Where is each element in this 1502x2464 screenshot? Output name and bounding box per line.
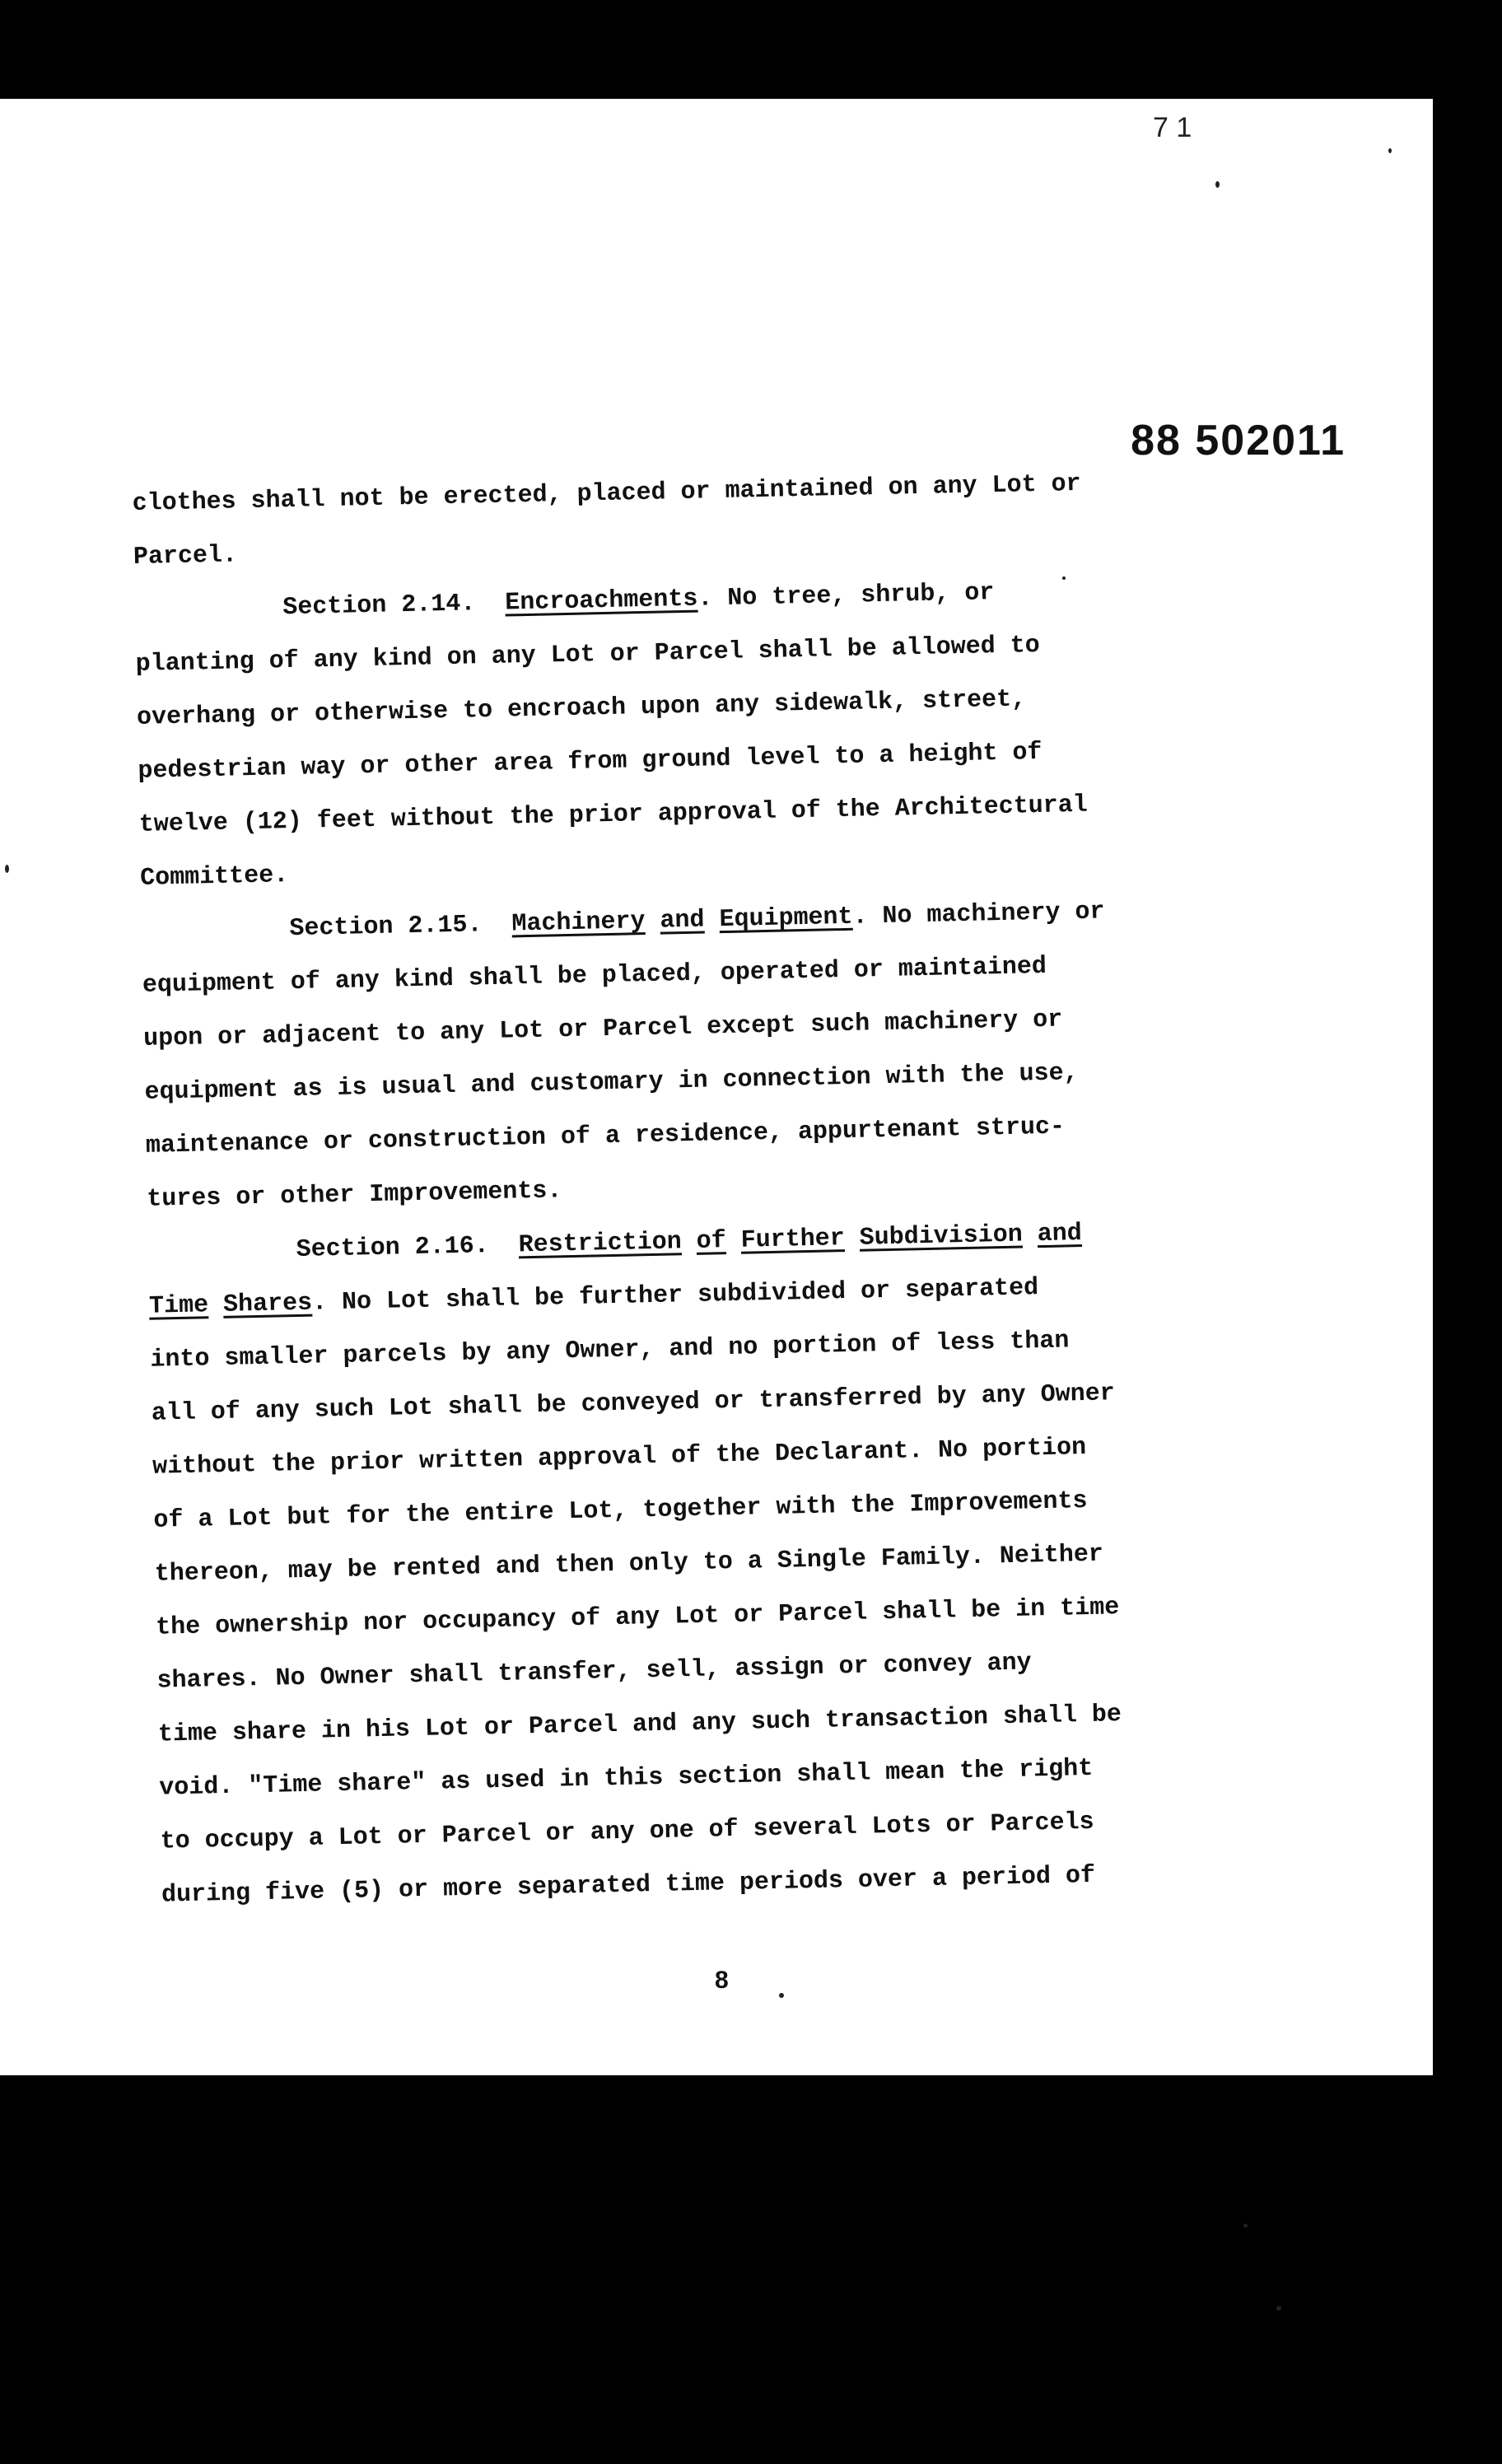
body-line: equipment as is usual and customary in connection with the use, <box>144 1059 1079 1107</box>
section-title: and <box>660 906 705 936</box>
body-line: equipment of any kind shall be placed, operated or maintained <box>142 952 1047 1000</box>
body-line: twelve (12) feet without the prior approval of the Architectural <box>138 791 1089 839</box>
body-line: shares. No Owner shall transfer, sell, assign or convey any <box>156 1649 1032 1696</box>
body-line: without the prior written approval of the Declarant. No portion <box>152 1433 1087 1482</box>
body-line: time share in his Lot or Parcel and any such transaction shall be <box>157 1701 1122 1749</box>
section-text: . No Lot shall be further subdivided or separated <box>311 1274 1039 1318</box>
section-title: Shares <box>222 1289 313 1319</box>
scan-speck <box>1243 2224 1248 2228</box>
body-line: overhang or otherwise to encroach upon any sidewalk, street, <box>136 685 1027 732</box>
section-title: Restriction <box>518 1228 683 1260</box>
section-number: Section 2.16. <box>296 1232 490 1265</box>
body-line: Parcel. <box>133 541 238 572</box>
body-line: Committee. <box>139 861 289 893</box>
section-text: . No machinery or <box>852 898 1105 931</box>
section-title: Subdivision <box>859 1220 1024 1253</box>
scan-border-bottom <box>0 2075 1502 2464</box>
section-title: and <box>1037 1220 1083 1249</box>
body-line: thereon, may be rented and then only to a Single Family. Neither <box>154 1540 1104 1589</box>
section-text: . No tree, shrub, or <box>697 579 995 614</box>
section-title: of <box>696 1227 727 1256</box>
body-line: to occupy a Lot or Parcel or any one of several Lots or Parcels <box>160 1808 1094 1856</box>
section-number: Section 2.15. <box>289 911 483 944</box>
section-title: Encroachments <box>505 585 698 618</box>
top-mark: 7 1 <box>1153 112 1192 143</box>
scan-speck <box>1215 181 1220 188</box>
body-line: of a Lot but for the entire Lot, together with the Improvements <box>153 1486 1088 1535</box>
scan-speck <box>779 1993 784 1998</box>
page-number: 8 <box>715 1967 729 1994</box>
section-title: Machinery <box>511 908 646 939</box>
body-line: maintenance or construction of a residence, appurtenant struc- <box>145 1113 1066 1160</box>
body-line: pedestrian way or other area from ground level to a height of <box>138 738 1043 786</box>
scan-speck <box>1388 148 1392 153</box>
section-number: Section 2.14. <box>282 590 476 623</box>
body-line: into smaller parcels by any Owner, and no portion of less than <box>150 1327 1070 1374</box>
body-line: upon or adjacent to any Lot or Parcel except such machinery or <box>142 1006 1063 1053</box>
body-line: during five (5) or more separated time periods over a period of <box>161 1861 1096 1910</box>
body-line: planting of any kind on any Lot or Parcel shall be allowed to <box>135 631 1041 679</box>
section-title: Further <box>740 1225 846 1255</box>
body-line: the ownership nor occupancy of any Lot or Parcel shall be in time <box>155 1594 1120 1642</box>
body-line: tures or other Improvements. <box>147 1177 562 1214</box>
scan-speck <box>5 865 9 873</box>
scan-speck <box>1276 2306 1281 2311</box>
body-line: clothes shall not be erected, placed or maintained on any Lot or <box>132 469 1081 518</box>
document-body <box>132 453 1331 1922</box>
section-title: Time <box>148 1291 209 1321</box>
body-line: void. "Time share" as used in this section shall mean the right <box>158 1754 1094 1803</box>
section-title: Equipment <box>719 903 853 935</box>
body-line: all of any such Lot shall be conveyed or transferred by any Owner <box>151 1379 1116 1428</box>
scan-speck <box>1062 576 1066 580</box>
document-number: 88 502011 <box>1131 417 1346 464</box>
